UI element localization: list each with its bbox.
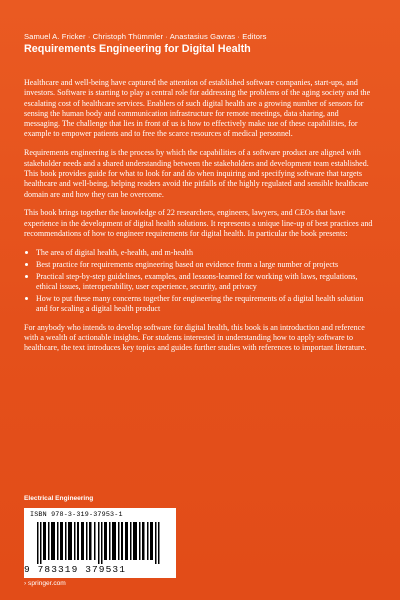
barcode-panel xyxy=(24,508,176,578)
editors-role: Editors xyxy=(242,32,267,41)
topics-list xyxy=(24,248,376,314)
publisher-link[interactable]: › springer.com xyxy=(24,580,66,587)
blurb-paragraph-4: For anybody who intends to develop software for digital health, this book is an introduction and reference with a wealth of actionable insights. For students interested in understanding how to apply software to healthcare, the text introduces key topics and guides further studies with references to important literature. xyxy=(24,322,367,353)
list-item: Best practice for requirements engineering based on evidence from a large number of projects xyxy=(36,260,376,270)
list-item: How to put these many concerns together for engineering the requirements of a digital health solution and for scaling a digital health product xyxy=(36,294,376,315)
blurb-paragraph-2: Requirements engineering is the process by which the capabilities of a software product are aligned with stakeholder needs and a shared understanding between the stakeholders and development team established. This book provides guide for what to look for and do when inquiring and specifying software that targets healthcare and well-being, helping readers avoid the pitfalls of the highly regulated and sensible healthcare domain are and how they can be overcome. xyxy=(24,148,369,199)
barcode-icon xyxy=(37,522,163,564)
book-title: Requirements Engineering for Digital Health xyxy=(24,43,251,55)
subject-category: Electrical Engineering xyxy=(24,495,94,502)
editors-separator: · xyxy=(237,32,243,41)
blurb-paragraph-1: Healthcare and well-being have captured the attention of established software companies, start-ups, and investors. Software is starting to play a central role for addressing the problems of the aging society and the escalating cost of healthcare services. Enablers of such digital health are a growing number of sensors for sensing the human body and communication infrastructure for remote meetings, data sharing, and messaging. The challenge that lies in front of us is how to effectively make use of these capabilities, for example to empower patients and to free the scarce resources of medical personnel. xyxy=(24,78,371,139)
blurb-paragraph-3: This book brings together the knowledge of 22 researchers, engineers, lawyers, and CEOs that have experience in the development of digital health solutions. It represents a unique line-up of best practices and recommendations of how to engineer requirements for digital health. In particular the book presents: xyxy=(24,208,373,239)
editors-names: Samuel A. Fricker · Christoph Thümmler · Anastasius Gavras xyxy=(24,32,236,41)
blurb xyxy=(24,78,376,362)
barcode-digits: 9 783319 379531 xyxy=(24,564,127,575)
editors-line xyxy=(24,32,376,41)
isbn-text: ISBN 978-3-319-37953-1 xyxy=(30,511,123,519)
list-item: Practical step-by-step guidelines, examples, and lessons-learned for working with laws, regulations, ethical issues, interoperability, user experience, security, and privacy xyxy=(36,272,376,293)
list-item: The area of digital health, e-health, and m-health xyxy=(36,248,376,258)
